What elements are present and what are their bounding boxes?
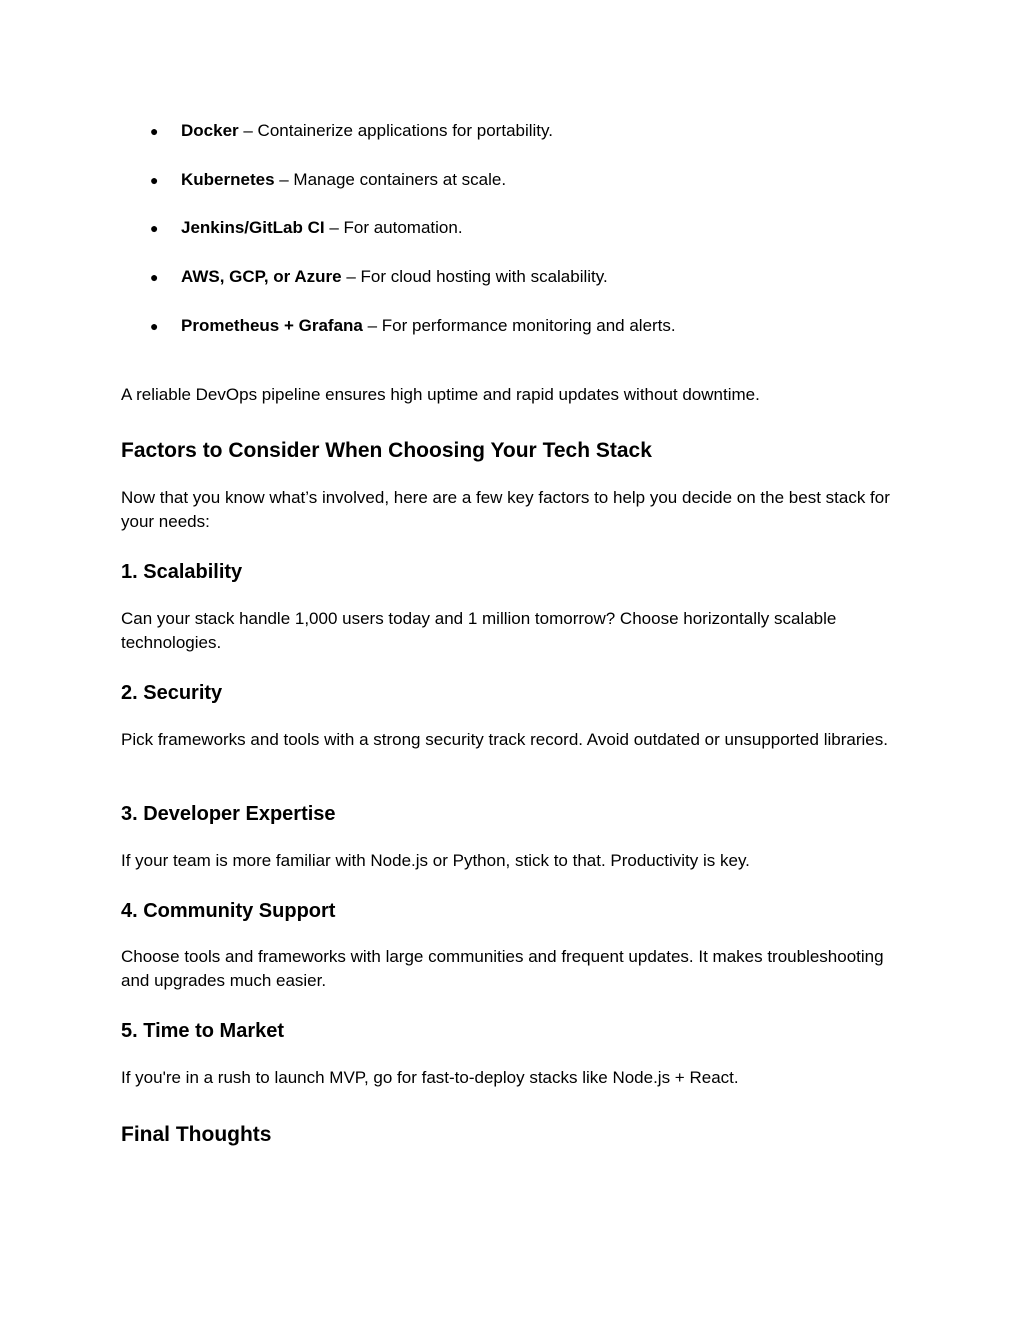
bullet-dot: ● bbox=[150, 123, 159, 139]
bullet-term: Prometheus + Grafana bbox=[181, 316, 363, 335]
factor-title-scalability: 1. Scalability bbox=[121, 561, 243, 583]
factor-title-community-support: 4. Community Support bbox=[121, 900, 336, 922]
factor-body-community-support: Choose tools and frameworks with large communities and frequent updates. It makes troubleshooting and upgrades much easier. bbox=[121, 947, 884, 990]
factors-intro: Now that you know what’s involved, here are a few key factors to help you decide on the best stack for your needs: bbox=[121, 488, 890, 531]
bullet-dot: ● bbox=[150, 172, 159, 188]
factor-title-security: 2. Security bbox=[121, 682, 223, 704]
bullet-dot: ● bbox=[150, 220, 159, 236]
list-item bbox=[150, 217, 463, 239]
factor-title-time-to-market: 5. Time to Market bbox=[121, 1020, 285, 1042]
bullet-text: – Manage containers at scale. bbox=[274, 170, 507, 189]
list-item bbox=[150, 169, 506, 191]
bullet-term: Jenkins/GitLab CI bbox=[181, 218, 325, 237]
list-item bbox=[150, 120, 553, 142]
final-thoughts-heading: Final Thoughts bbox=[121, 1123, 272, 1146]
factor-body-time-to-market: If you're in a rush to launch MVP, go for fast-to-deploy stacks like Node.js + React. bbox=[121, 1068, 739, 1087]
bullet-text: – For automation. bbox=[324, 218, 463, 237]
bullet-term: AWS, GCP, or Azure bbox=[181, 267, 342, 286]
list-item bbox=[150, 266, 608, 288]
bullet-text: – For performance monitoring and alerts. bbox=[362, 316, 676, 335]
bullet-dot: ● bbox=[150, 318, 159, 334]
factor-body-developer-expertise: If your team is more familiar with Node.js or Python, stick to that. Productivity is key. bbox=[121, 851, 750, 870]
factor-title-developer-expertise: 3. Developer Expertise bbox=[121, 803, 336, 825]
factor-body-scalability: Can your stack handle 1,000 users today and 1 million tomorrow? Choose horizontally scalable technologies. bbox=[121, 609, 837, 652]
bullet-text: – Containerize applications for portability. bbox=[238, 121, 553, 140]
factor-body-security: Pick frameworks and tools with a strong security track record. Avoid outdated or unsupported libraries. bbox=[121, 730, 888, 749]
bullet-term: Docker bbox=[181, 121, 239, 140]
list-item bbox=[150, 315, 676, 337]
factors-heading: Factors to Consider When Choosing Your Tech Stack bbox=[121, 439, 652, 462]
bullet-dot: ● bbox=[150, 269, 159, 285]
bullet-term: Kubernetes bbox=[181, 170, 275, 189]
devops-summary: A reliable DevOps pipeline ensures high uptime and rapid updates without downtime. bbox=[121, 385, 760, 404]
bullet-text: – For cloud hosting with scalability. bbox=[341, 267, 608, 286]
